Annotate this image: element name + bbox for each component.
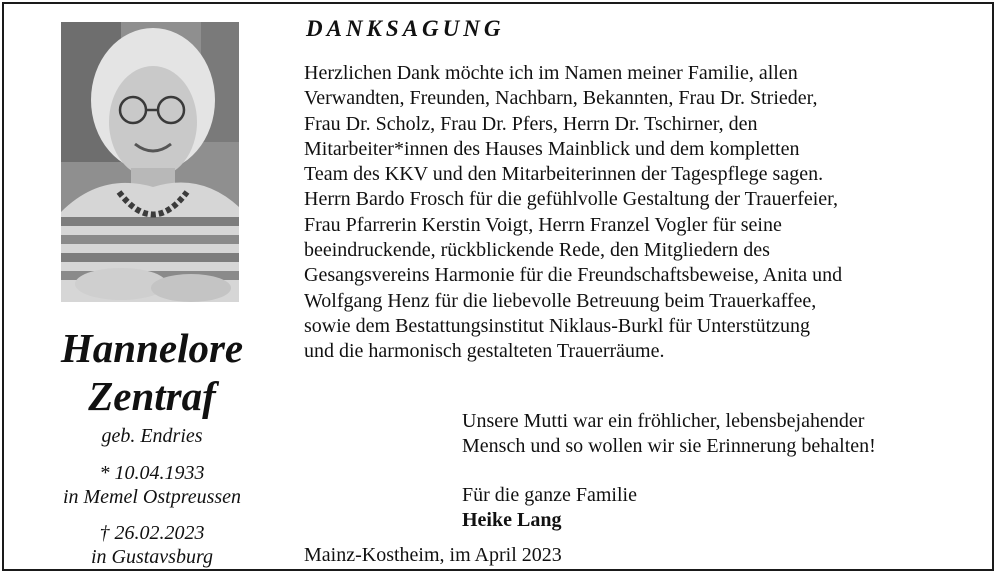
thanks-line: Herrn Bardo Frosch für die gefühlvolle Gestaltung der Trauerfeier, — [304, 188, 839, 211]
quote-line: Unsere Mutti war ein fröhlicher, lebensbejahender — [462, 410, 865, 432]
deceased-first-name: Hannelore — [60, 325, 244, 371]
thanks-line: sowie dem Bestattungsinstitut Niklaus-Burkl für Unterstützung — [304, 314, 811, 337]
place-date: Mainz-Kostheim, im April 2023 — [304, 544, 562, 566]
maiden-name: geb. Endries — [101, 425, 203, 447]
death-date: † 26.02.2023 — [99, 522, 205, 544]
thanks-line: beeindruckende, rückblickende Rede, den Mitgliedern des — [304, 239, 770, 262]
quote-line: Mensch und so wollen wir sie Erinnerung behalten! — [462, 435, 876, 457]
portrait-photo-image — [61, 22, 239, 302]
heading: DANKSAGUNG — [306, 16, 505, 41]
thanks-line: Gesangsvereins Harmonie für die Freundschaftsbeweise, Anita und — [304, 264, 843, 287]
thanks-line: Frau Dr. Scholz, Frau Dr. Pfers, Herrn Dr. Tschirner, den — [304, 112, 758, 135]
signature-name: Heike Lang — [462, 509, 562, 531]
thanks-line: Frau Pfarrerin Kerstin Voigt, Herrn Franzel Vogler für seine — [304, 213, 782, 236]
thanks-text — [304, 61, 984, 365]
thanks-line: Mitarbeiter*innen des Hauses Mainblick und dem kompletten — [304, 137, 800, 160]
birth-place: in Memel Ostpreussen — [62, 486, 242, 508]
deceased-last-name: Zentraf — [88, 373, 216, 419]
thanks-line: und die harmonisch gestalteten Trauerräume. — [304, 340, 665, 363]
thanks-line: Herzlichen Dank möchte ich im Namen meiner Familie, allen — [304, 62, 798, 84]
signature-intro: Für die ganze Familie — [462, 484, 637, 506]
memorial-quote — [462, 409, 982, 459]
deceased-info — [34, 324, 270, 569]
obituary-frame — [2, 2, 994, 571]
death-place: in Gustavsburg — [90, 546, 214, 568]
thanks-line: Wolfgang Henz für die liebevolle Betreuung beim Trauerkaffee, — [304, 289, 817, 312]
portrait-photo — [61, 22, 239, 302]
thanks-line: Team des KKV und den Mitarbeiterinnen der Tagespflege sagen. — [304, 163, 824, 186]
birth-date: * 10.04.1933 — [99, 462, 205, 484]
thanks-line: Verwandten, Freunden, Nachbarn, Bekannten, Frau Dr. Strieder, — [304, 87, 818, 110]
signature-block — [462, 483, 637, 533]
